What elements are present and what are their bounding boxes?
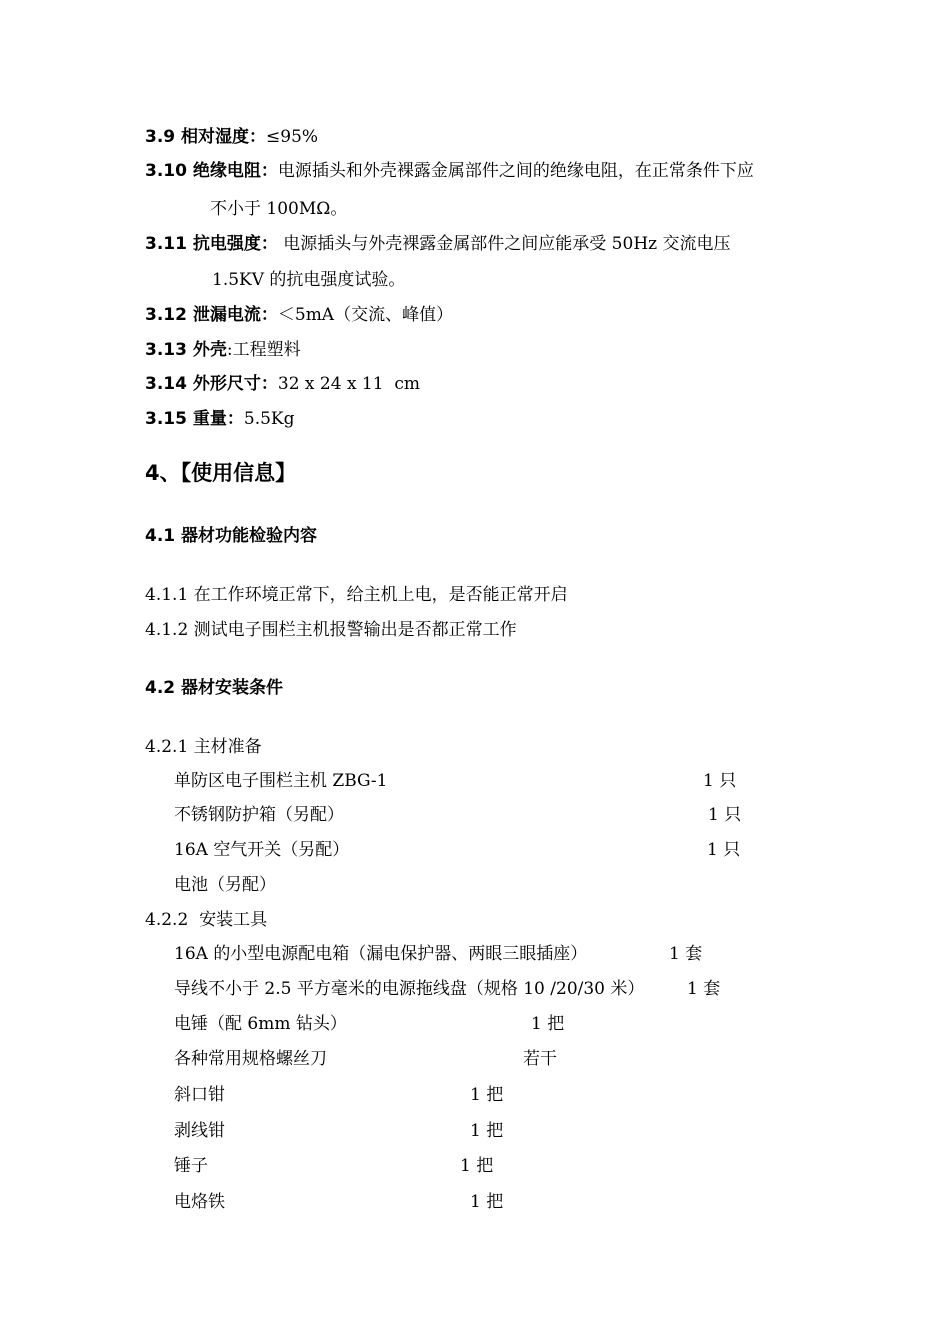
spec-label: 3.14 外形尺寸	[145, 374, 261, 394]
spec-3-10-cont: 不小于 100MΩ。	[210, 199, 348, 219]
spec-sep: :	[226, 340, 233, 360]
tool-item-qty: 1 把	[460, 1156, 494, 1176]
spec-value: ＜5mA（交流、峰值）	[277, 305, 454, 325]
spec-label: 3.9 相对湿度	[145, 127, 250, 147]
tool-item-qty: 1 把	[470, 1121, 504, 1141]
tool-item-name: 斜口钳	[174, 1085, 225, 1105]
section-4-2-1-heading: 4.2.1 主材准备	[145, 737, 262, 757]
spec-3-10	[145, 160, 754, 182]
list-item: 4.1.1 在工作环境正常下，给主机上电，是否能正常开启	[145, 585, 568, 605]
spec-sep: ：	[249, 127, 267, 147]
spec-sep: ：	[260, 234, 278, 254]
spec-sep: ：	[226, 409, 244, 429]
tool-item-qty: 1 套	[669, 944, 703, 964]
section-4-1-heading: 4.1 器材功能检验内容	[145, 526, 318, 546]
spec-3-15	[145, 408, 295, 430]
spec-3-11-cont: 1.5KV 的抗电强度试验。	[212, 270, 406, 290]
tool-item-qty: 1 套	[687, 979, 721, 999]
spec-3-9	[145, 126, 318, 148]
material-item-qty: 1 只	[707, 840, 741, 860]
material-item-qty: 1 只	[703, 771, 737, 791]
spec-3-13	[145, 339, 301, 361]
tool-item-name: 电锤（配 6mm 钻头）	[174, 1014, 347, 1034]
spec-label: 3.13 外壳	[145, 340, 227, 360]
list-item: 4.1.2 测试电子围栏主机报警输出是否都正常工作	[145, 620, 517, 640]
material-item-name: 不锈钢防护箱（另配）	[174, 805, 344, 825]
spec-label: 3.15 重量	[145, 409, 227, 429]
spec-label: 3.10 绝缘电阻	[145, 161, 261, 181]
tool-item-name: 剥线钳	[174, 1121, 225, 1141]
spec-sep: ：	[260, 305, 278, 325]
tool-item-name: 电烙铁	[174, 1192, 225, 1212]
material-item-name: 电池（另配）	[174, 875, 276, 895]
tool-item-name: 锤子	[174, 1156, 208, 1176]
tool-item-qty: 1 把	[470, 1192, 504, 1212]
spec-value: 电源插头和外壳裸露金属部件之间的绝缘电阻，在正常条件下应	[277, 161, 754, 181]
spec-value: 32 x 24 x 11 cm	[277, 374, 421, 394]
material-item-name: 16A 空气开关（另配）	[174, 840, 350, 860]
section-4-2-2-heading: 4.2.2 安装工具	[145, 910, 268, 930]
material-item-qty: 1 只	[708, 805, 742, 825]
spec-value: ≤95%	[266, 127, 319, 147]
section-4-heading: 4、【使用信息】	[145, 461, 297, 485]
material-item-name: 单防区电子围栏主机 ZBG-1	[174, 771, 388, 791]
tool-item-qty: 1 把	[470, 1085, 504, 1105]
spec-3-12	[145, 304, 453, 326]
tool-item-name: 16A 的小型电源配电箱（漏电保护器、两眼三眼插座）	[174, 944, 588, 964]
spec-value: 工程塑料	[232, 340, 301, 360]
spec-3-11	[145, 233, 731, 255]
spec-sep: ：	[260, 161, 278, 181]
tool-item-qty: 若干	[523, 1049, 557, 1069]
section-4-2-heading: 4.2 器材安装条件	[145, 678, 284, 698]
tool-item-name: 导线不小于 2.5 平方毫米的电源拖线盘（规格 10 /20/30 米）	[174, 979, 645, 999]
spec-label: 3.12 泄漏电流	[145, 305, 261, 325]
tool-item-name: 各种常用规格螺丝刀	[174, 1049, 327, 1069]
spec-value: 电源插头与外壳裸露金属部件之间应能承受 50Hz 交流电压	[277, 234, 731, 254]
spec-sep: ：	[260, 374, 278, 394]
spec-3-14	[145, 373, 420, 395]
spec-value: 5.5Kg	[243, 409, 295, 429]
spec-label: 3.11 抗电强度	[145, 234, 261, 254]
tool-item-qty: 1 把	[531, 1014, 565, 1034]
